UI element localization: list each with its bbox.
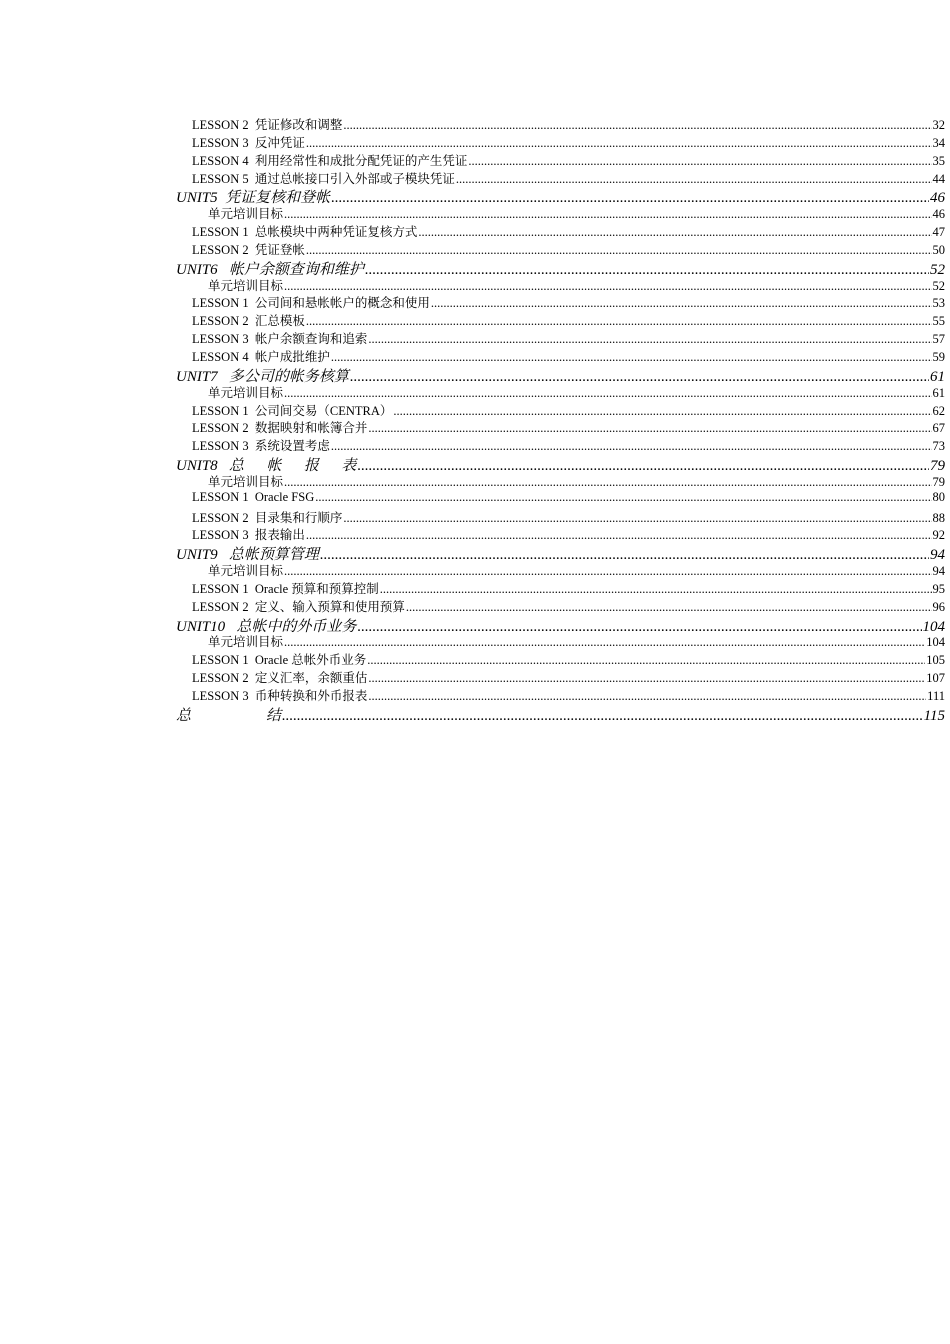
toc-entry-lesson[interactable] — [176, 418, 945, 436]
toc-entry-title: UNIT5 凭证复核和登帐 — [176, 190, 331, 207]
dot-leader — [284, 635, 925, 650]
dot-leader — [306, 136, 932, 151]
toc-entry-page-number: 95 — [932, 581, 945, 596]
toc-entry-goal[interactable] — [176, 276, 945, 294]
toc-entry-page-number: 88 — [932, 510, 945, 525]
toc-entry-title: UNIT6 帐户余额查询和维护 — [176, 261, 364, 278]
dot-leader — [306, 528, 932, 543]
toc-entry-page-number: 55 — [932, 314, 945, 329]
toc-entry-title: 单元培训目标 — [208, 635, 284, 650]
toc-entry-page-number: 79 — [930, 458, 945, 475]
toc-entry-title: LESSON 1 Oracle 预算和预算控制 — [192, 581, 379, 596]
toc-entry-title: LESSON 3 币种转换和外币报表 — [192, 689, 368, 703]
dot-leader — [320, 547, 929, 564]
toc-entry-title: LESSON 5 通过总帐接口引入外部或子模块凭证 — [192, 171, 455, 186]
toc-entry-lesson[interactable] — [176, 436, 945, 454]
toc-entry-page-number: 53 — [932, 296, 945, 311]
toc-entry-lesson[interactable] — [176, 347, 945, 365]
dot-leader — [431, 296, 932, 311]
toc-entry-unit[interactable] — [176, 615, 945, 633]
toc-entry-page-number: 73 — [932, 439, 945, 454]
toc-entry-goal[interactable] — [176, 472, 945, 490]
toc-entry-title: LESSON 1 Oracle 总帐外币业务 — [192, 653, 367, 668]
toc-entry-lesson[interactable] — [176, 650, 945, 668]
dot-leader — [456, 172, 932, 187]
toc-entry-title: LESSON 1 Oracle FSG — [192, 489, 315, 504]
toc-entry-lesson[interactable] — [176, 133, 945, 151]
dot-leader — [343, 118, 931, 133]
toc-entry-page-number: 80 — [932, 489, 945, 504]
table-of-contents — [176, 115, 945, 722]
dot-leader — [284, 564, 931, 579]
toc-entry-lesson[interactable] — [176, 668, 945, 686]
dot-leader — [406, 600, 932, 615]
toc-entry-title: LESSON 3 系统设置考虑 — [192, 439, 330, 454]
toc-entry-title: 单元培训目标 — [208, 207, 284, 222]
toc-entry-title: LESSON 1 总帐模块中两种凭证复核方式 — [192, 225, 418, 240]
toc-entry-title: 总 结 — [176, 707, 282, 724]
toc-entry-title: 单元培训目标 — [208, 564, 284, 579]
toc-entry-lesson[interactable] — [176, 686, 945, 704]
toc-entry-page-number: 94 — [930, 547, 945, 564]
dot-leader — [365, 262, 929, 279]
dot-leader — [315, 490, 931, 505]
dot-leader — [284, 475, 931, 490]
dot-leader — [284, 207, 931, 222]
toc-entry-unit[interactable] — [176, 704, 945, 722]
toc-entry-lesson[interactable] — [176, 169, 945, 187]
toc-entry-goal[interactable] — [176, 561, 945, 579]
toc-entry-lesson[interactable] — [176, 151, 945, 169]
toc-entry-lesson[interactable] — [176, 508, 945, 526]
toc-entry-title: LESSON 4 帐户成批维护 — [192, 349, 330, 364]
toc-entry-title: 单元培训目标 — [208, 278, 284, 293]
toc-entry-unit[interactable] — [176, 186, 945, 207]
toc-entry-page-number: 61 — [932, 385, 945, 400]
toc-entry-page-number: 92 — [932, 528, 945, 543]
toc-entry-title: LESSON 2 定义、输入预算和使用预算 — [192, 599, 405, 614]
toc-entry-lesson[interactable] — [176, 293, 945, 311]
toc-entry-unit[interactable] — [176, 454, 945, 475]
dot-leader — [368, 421, 931, 436]
dot-leader — [380, 582, 932, 597]
toc-entry-lesson[interactable] — [176, 579, 945, 597]
toc-entry-page-number: 47 — [932, 225, 945, 240]
toc-entry-lesson[interactable] — [176, 115, 945, 133]
toc-entry-title: LESSON 2 汇总模板 — [192, 314, 305, 329]
toc-entry-title: LESSON 4 利用经常性和成批分配凭证的产生凭证 — [192, 153, 468, 168]
dot-leader — [418, 225, 931, 240]
toc-entry-unit[interactable] — [176, 258, 945, 276]
toc-entry-page-number: 115 — [923, 707, 945, 724]
toc-entry-page-number: 104 — [922, 618, 945, 635]
toc-entry-title: LESSON 3 报表输出 — [192, 528, 305, 543]
toc-entry-title: UNIT8 总 帐 报 表 — [176, 458, 357, 475]
toc-entry-page-number: 79 — [932, 474, 945, 489]
dot-leader — [468, 154, 931, 169]
dot-leader — [368, 671, 925, 686]
toc-entry-page-number: 57 — [932, 332, 945, 347]
toc-entry-page-number: 50 — [932, 242, 945, 257]
dot-leader — [331, 350, 932, 365]
dot-leader — [357, 619, 921, 636]
toc-entry-title: LESSON 2 定义汇率，余额重估 — [192, 671, 368, 686]
toc-entry-page-number: 62 — [932, 403, 945, 418]
toc-entry-title: LESSON 2 数据映射和帐簿合并 — [192, 421, 368, 436]
toc-entry-page-number: 46 — [930, 190, 945, 207]
toc-entry-page-number: 61 — [930, 368, 945, 385]
toc-entry-lesson[interactable] — [176, 401, 945, 419]
toc-entry-lesson[interactable] — [176, 597, 945, 615]
dot-leader — [368, 332, 931, 347]
toc-entry-title: LESSON 1 公司间交易（CENTRA） — [192, 403, 393, 418]
toc-entry-unit[interactable] — [176, 543, 945, 564]
toc-entry-lesson[interactable] — [176, 240, 945, 258]
toc-entry-goal[interactable] — [176, 204, 945, 222]
toc-entry-page-number: 104 — [926, 635, 945, 650]
dot-leader — [357, 458, 929, 475]
toc-entry-page-number: 46 — [932, 207, 945, 222]
toc-entry-page-number: 67 — [932, 421, 945, 436]
dot-leader — [368, 689, 926, 704]
toc-entry-title: LESSON 3 帐户余额查询和追索 — [192, 332, 368, 347]
toc-entry-title: LESSON 2 凭证登帐 — [192, 242, 305, 257]
toc-entry-title: UNIT10 总帐中的外币业务 — [176, 618, 357, 635]
toc-entry-title: 单元培训目标 — [208, 474, 284, 489]
toc-entry-page-number: 107 — [926, 671, 945, 686]
toc-entry-page-number: 34 — [932, 135, 945, 150]
dot-leader — [331, 190, 929, 207]
dot-leader — [284, 386, 931, 401]
dot-leader — [350, 369, 929, 386]
toc-entry-title: LESSON 1 公司间和悬帐帐户的概念和使用 — [192, 296, 430, 311]
toc-entry-lesson[interactable] — [176, 329, 945, 347]
toc-entry-page-number: 52 — [932, 278, 945, 293]
dot-leader — [284, 279, 931, 294]
dot-leader — [306, 243, 932, 258]
dot-leader — [331, 439, 932, 454]
dot-leader — [343, 511, 931, 526]
toc-entry-page-number: 32 — [932, 118, 945, 132]
toc-entry-title: UNIT7 多公司的帐务核算 — [176, 368, 349, 385]
toc-entry-lesson[interactable] — [176, 525, 945, 543]
toc-entry-title: LESSON 2 凭证修改和调整 — [192, 118, 343, 132]
dot-leader — [393, 404, 931, 419]
toc-entry-page-number: 59 — [932, 349, 945, 364]
toc-entry-goal[interactable] — [176, 632, 945, 650]
toc-entry-page-number: 105 — [926, 653, 945, 668]
toc-entry-lesson[interactable] — [176, 490, 945, 508]
toc-entry-title: LESSON 2 目录集和行顺序 — [192, 510, 343, 525]
toc-entry-page-number: 111 — [927, 689, 945, 703]
toc-entry-page-number: 52 — [930, 261, 945, 278]
toc-entry-title: 单元培训目标 — [208, 385, 284, 400]
dot-leader — [306, 314, 932, 329]
toc-entry-lesson[interactable] — [176, 222, 945, 240]
toc-entry-lesson[interactable] — [176, 311, 945, 329]
toc-entry-page-number: 44 — [932, 171, 945, 186]
toc-entry-goal[interactable] — [176, 383, 945, 401]
toc-entry-title: UNIT9 总帐预算管理 — [176, 547, 319, 564]
dot-leader — [282, 708, 923, 725]
dot-leader — [367, 653, 925, 668]
toc-entry-unit[interactable] — [176, 365, 945, 383]
toc-entry-title: LESSON 3 反冲凭证 — [192, 135, 305, 150]
toc-entry-page-number: 35 — [932, 153, 945, 168]
toc-entry-page-number: 94 — [932, 564, 945, 579]
toc-entry-page-number: 96 — [932, 599, 945, 614]
